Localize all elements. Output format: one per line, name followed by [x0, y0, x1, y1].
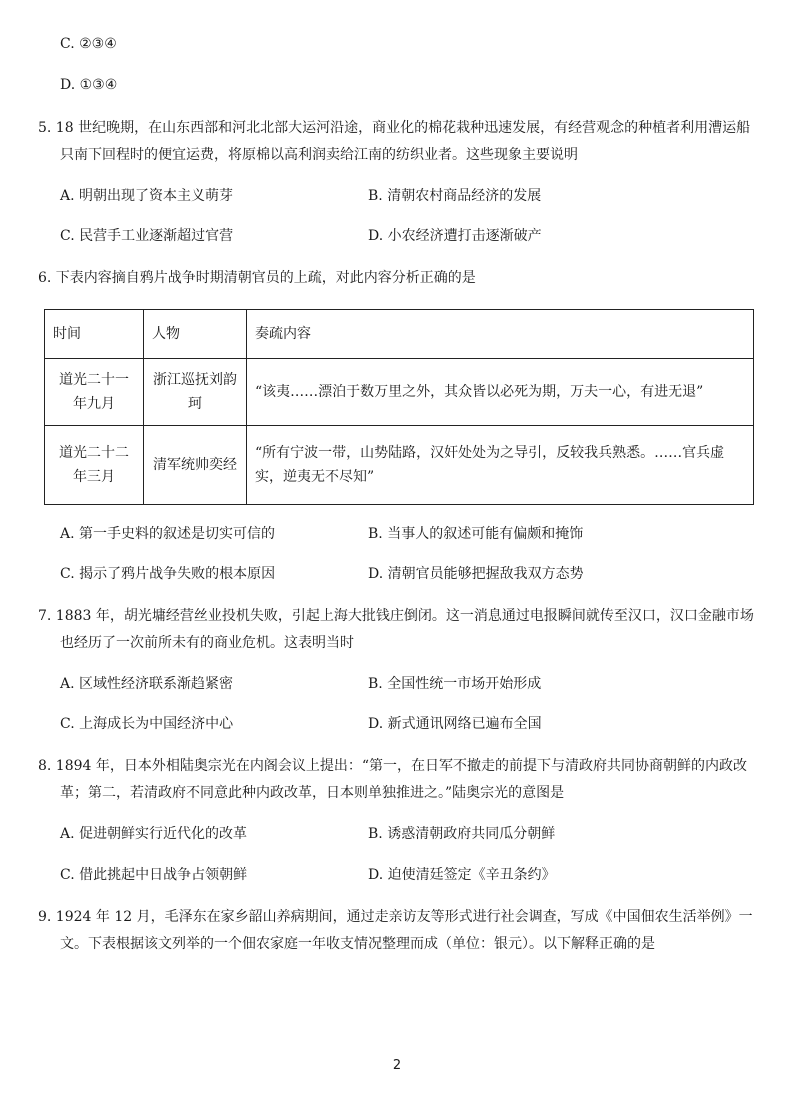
q6-table: [44, 309, 754, 505]
q5-option-a: A. 明朝出现了资本主义萌芽: [60, 188, 234, 204]
row1-time: 道光二十一年九月: [45, 359, 144, 426]
row2-person: 清军统帅奕经: [144, 426, 247, 505]
table-header-row: [45, 310, 754, 359]
q4-option-c: C. ②③④: [60, 36, 117, 52]
row2-time: 道光二十二年三月: [45, 426, 144, 505]
q8-stem-line2: 革；第二，若清政府不同意此种内政改革，日本则单独推进之。”陆奥宗光的意图是: [60, 785, 565, 801]
q7-stem-line2: 也经历了一次前所未有的商业危机。这表明当时: [60, 635, 354, 651]
header-time: 时间: [45, 310, 144, 359]
q5-option-c: C. 民营手工业逐渐超过官营: [60, 228, 234, 244]
q8-stem-line1: 8. 1894 年，日本外相陆奥宗光在内阁会议上提出：“第一，在日军不撤走的前提下与清政府共同协商朝鲜的内政改: [38, 758, 748, 774]
row1-person: 浙江巡抚刘韵珂: [144, 359, 247, 426]
row1-content: “该夷……漂泊于数万里之外，其众皆以必死为期，万夫一心，有进无退”: [247, 359, 754, 426]
q9-stem-line2: 文。下表根据该文列举的一个佃农家庭一年收支情况整理而成（单位：银元）。以下解释正确的是: [60, 936, 655, 952]
q6-option-b: B. 当事人的叙述可能有偏颇和掩饰: [368, 526, 584, 542]
q4-option-d: D. ①③④: [60, 77, 118, 93]
page-number: 2: [392, 1058, 402, 1073]
q7-option-d: D. 新式通讯网络已遍布全国: [368, 716, 542, 732]
q6-stem: 6. 下表内容摘自鸦片战争时期清朝官员的上疏，对此内容分析正确的是: [38, 270, 476, 286]
q8-option-d: D. 迫使清廷签定《辛丑条约》: [368, 867, 556, 883]
q5-option-d: D. 小农经济遭打击逐渐破产: [368, 228, 542, 244]
q9-stem-line1: 9. 1924 年 12 月，毛泽东在家乡韶山养病期间，通过走亲访友等形式进行社会调查，写成《中国佃农生活举例》一: [38, 909, 753, 925]
q8-option-b: B. 诱惑清朝政府共同瓜分朝鲜: [368, 826, 556, 842]
q8-option-c: C. 借此挑起中日战争占领朝鲜: [60, 867, 248, 883]
q6-option-d: D. 清朝官员能够把握敌我双方态势: [368, 566, 584, 582]
table-row: [45, 426, 754, 505]
q5-stem-line2: 只南下回程时的便宜运费，将原棉以高利润卖给江南的纺织业者。这些现象主要说明: [60, 147, 578, 163]
q5-option-b: B. 清朝农村商品经济的发展: [368, 188, 542, 204]
row2-content: “所有宁波一带，山势陆路，汉奸处处为之导引，反较我兵熟悉。……官兵虚实，逆夷无不尽知”: [247, 426, 754, 505]
q8-option-a: A. 促进朝鲜实行近代化的改革: [60, 826, 248, 842]
q7-option-c: C. 上海成长为中国经济中心: [60, 716, 234, 732]
q7-option-b: B. 全国性统一市场开始形成: [368, 676, 542, 692]
header-person: 人物: [144, 310, 247, 359]
q6-option-c: C. 揭示了鸦片战争失败的根本原因: [60, 566, 276, 582]
q7-stem-line1: 7. 1883 年，胡光墉经营丝业投机失败，引起上海大批钱庄倒闭。这一消息通过电报瞬间就传至汉口，汉口金融市场: [38, 608, 754, 624]
q6-option-a: A. 第一手史料的叙述是切实可信的: [60, 526, 276, 542]
header-content: 奏疏内容: [247, 310, 754, 359]
table-row: [45, 359, 754, 426]
q5-stem-line1: 5. 18 世纪晚期，在山东西部和河北北部大运河沿途，商业化的棉花栽种迅速发展，有经营观念的种植者利用漕运船: [38, 120, 751, 136]
q7-option-a: A. 区域性经济联系渐趋紧密: [60, 676, 234, 692]
